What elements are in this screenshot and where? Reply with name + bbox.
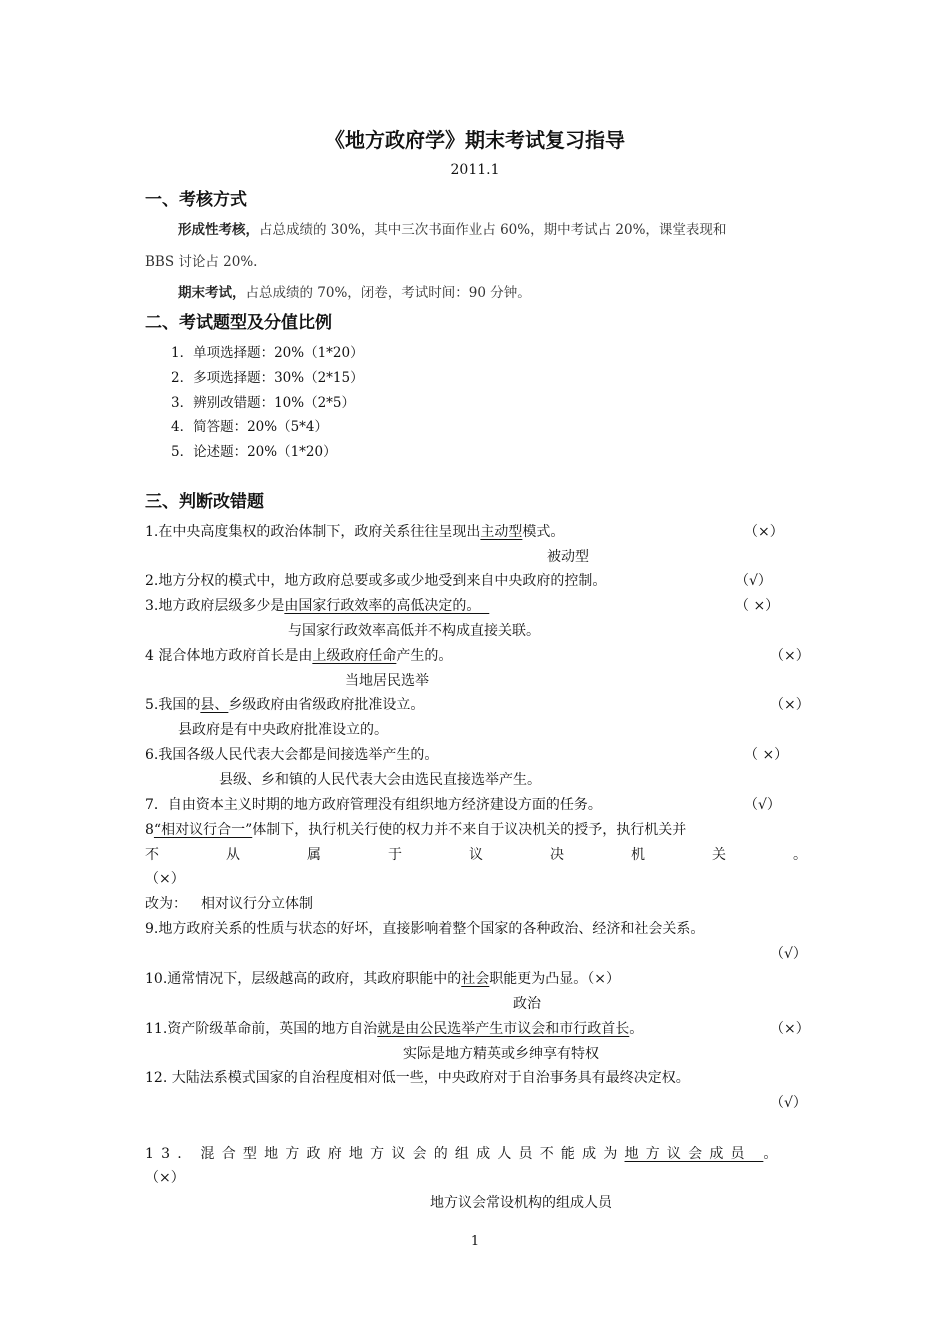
- question-8-line-2: 不 从 属 于 议 决 机 关 。: [145, 847, 807, 863]
- question-13: 13. 混合型地方政府地方议会的组成人员不能成为地方议会成员 。: [145, 1146, 785, 1162]
- question-type-item: 2．多项选择题：30%（2*15）: [171, 370, 364, 386]
- question-3: 3.地方政府层级多少是由国家行政效率的高低决定的。: [145, 598, 490, 614]
- final-exam-line: [178, 283, 531, 303]
- question-type-item: 4．简答题：20%（5*4）: [171, 419, 329, 435]
- correction: 被动型: [547, 549, 589, 565]
- question-type-item: 5．论述题：20%（1*20）: [171, 444, 337, 460]
- answer-mark: （√）: [735, 573, 772, 589]
- underlined-phrase: 上级政府任命: [312, 648, 397, 664]
- correction: 县级、乡和镇的人民代表大会由选民直接选举产生。: [219, 772, 541, 788]
- correction: 当地居民选举: [345, 673, 429, 689]
- section-heading-question-types: 二、考试题型及分值比例: [145, 313, 332, 333]
- answer-mark: （ ×）: [735, 598, 780, 614]
- question-12: 12. 大陆法系模式国家的自治程度相对低一些，中央政府对于自治事务具有最终决定权。: [145, 1070, 690, 1086]
- final-text: 占总成绩的 70%，闭卷，考试时间：90 分钟。: [245, 285, 531, 301]
- page-title: 《地方政府学》期末考试复习指导: [325, 128, 625, 152]
- correction: 县政府是有中央政府批准设立的。: [178, 722, 388, 738]
- formative-label: 形成性考核，: [178, 222, 259, 238]
- section-heading-assessment: 一、考核方式: [145, 190, 247, 210]
- section-heading-true-false: 三、判断改错题: [145, 492, 264, 512]
- question-10: 10.通常情况下，层级越高的政府，其政府职能中的社会职能更为凸显。（×）: [145, 971, 620, 987]
- correction: 实际是地方精英或乡绅享有特权: [403, 1046, 599, 1062]
- question-11: 11.资产阶级革命前，英国的地方自治就是由公民选举产生市议会和市行政首长。: [145, 1021, 644, 1037]
- formative-text: 占总成绩的 30%，其中三次书面作业占 60%，期中考试占 20%，课堂表现和: [259, 222, 727, 238]
- correction: 地方议会常设机构的组成人员: [430, 1195, 612, 1211]
- answer-mark: （×）: [770, 697, 810, 713]
- formative-assessment-line-2: BBS 讨论占 20%.: [145, 254, 258, 270]
- correction: 与国家行政效率高低并不构成直接关联。: [288, 623, 540, 639]
- answer-mark: （×）: [145, 1170, 185, 1186]
- underlined-phrase: 由国家行政效率的高低决定的。: [284, 598, 490, 614]
- underlined-phrase: 县、: [200, 697, 229, 713]
- question-7: 7．自由资本主义时期的地方政府管理没有组织地方经济建设方面的任务。: [145, 797, 602, 813]
- underlined-phrase: “相对议行合一”: [153, 822, 253, 838]
- final-label: 期末考试，: [178, 285, 246, 301]
- underlined-phrase: 地方议会成员: [624, 1146, 764, 1162]
- question-6: 6.我国各级人民代表大会都是间接选举产生的。: [145, 747, 439, 763]
- correction: 政治: [513, 996, 541, 1012]
- answer-mark: （√）: [770, 946, 807, 962]
- question-9: 9.地方政府关系的性质与状态的好坏，直接影响着整个国家的各种政治、经济和社会关系。: [145, 921, 705, 937]
- answer-mark: （√）: [744, 797, 781, 813]
- question-5: 5.我国的县、乡级政府由省级政府批准设立。: [145, 697, 425, 713]
- formative-assessment-line: [178, 220, 726, 240]
- answer-mark: （√）: [770, 1095, 807, 1111]
- question-4: 4 混合体地方政府首长是由上级政府任命产生的。: [145, 648, 453, 664]
- question-type-item: 3．辨别改错题：10%（2*5）: [171, 395, 356, 411]
- question-1: 1.在中央高度集权的政治体制下，政府关系往往呈现出主动型模式。: [145, 524, 565, 540]
- answer-mark: （×）: [744, 524, 784, 540]
- answer-mark: （×）: [770, 1021, 810, 1037]
- answer-mark: （×）: [770, 648, 810, 664]
- question-8: 8“相对议行合一”体制下，执行机关行使的权力并不来自于议决机关的授予，执行机关并: [145, 822, 687, 838]
- answer-mark: （×）: [145, 871, 185, 887]
- answer-mark: （ ×）: [744, 747, 789, 763]
- underlined-phrase: 社会: [461, 971, 490, 987]
- question-type-item: 1．单项选择题：20%（1*20）: [171, 345, 364, 361]
- underlined-phrase: 主动型: [480, 524, 523, 540]
- document-date: 2011.1: [450, 162, 500, 178]
- underlined-phrase: 就是由公民选举产生市议会和市行政首长: [377, 1021, 630, 1037]
- correction: 改为： 相对议行分立体制: [145, 896, 313, 912]
- question-2: 2.地方分权的模式中，地方政府总要或多或少地受到来自中央政府的控制。: [145, 573, 607, 589]
- page-number: 1: [470, 1234, 480, 1249]
